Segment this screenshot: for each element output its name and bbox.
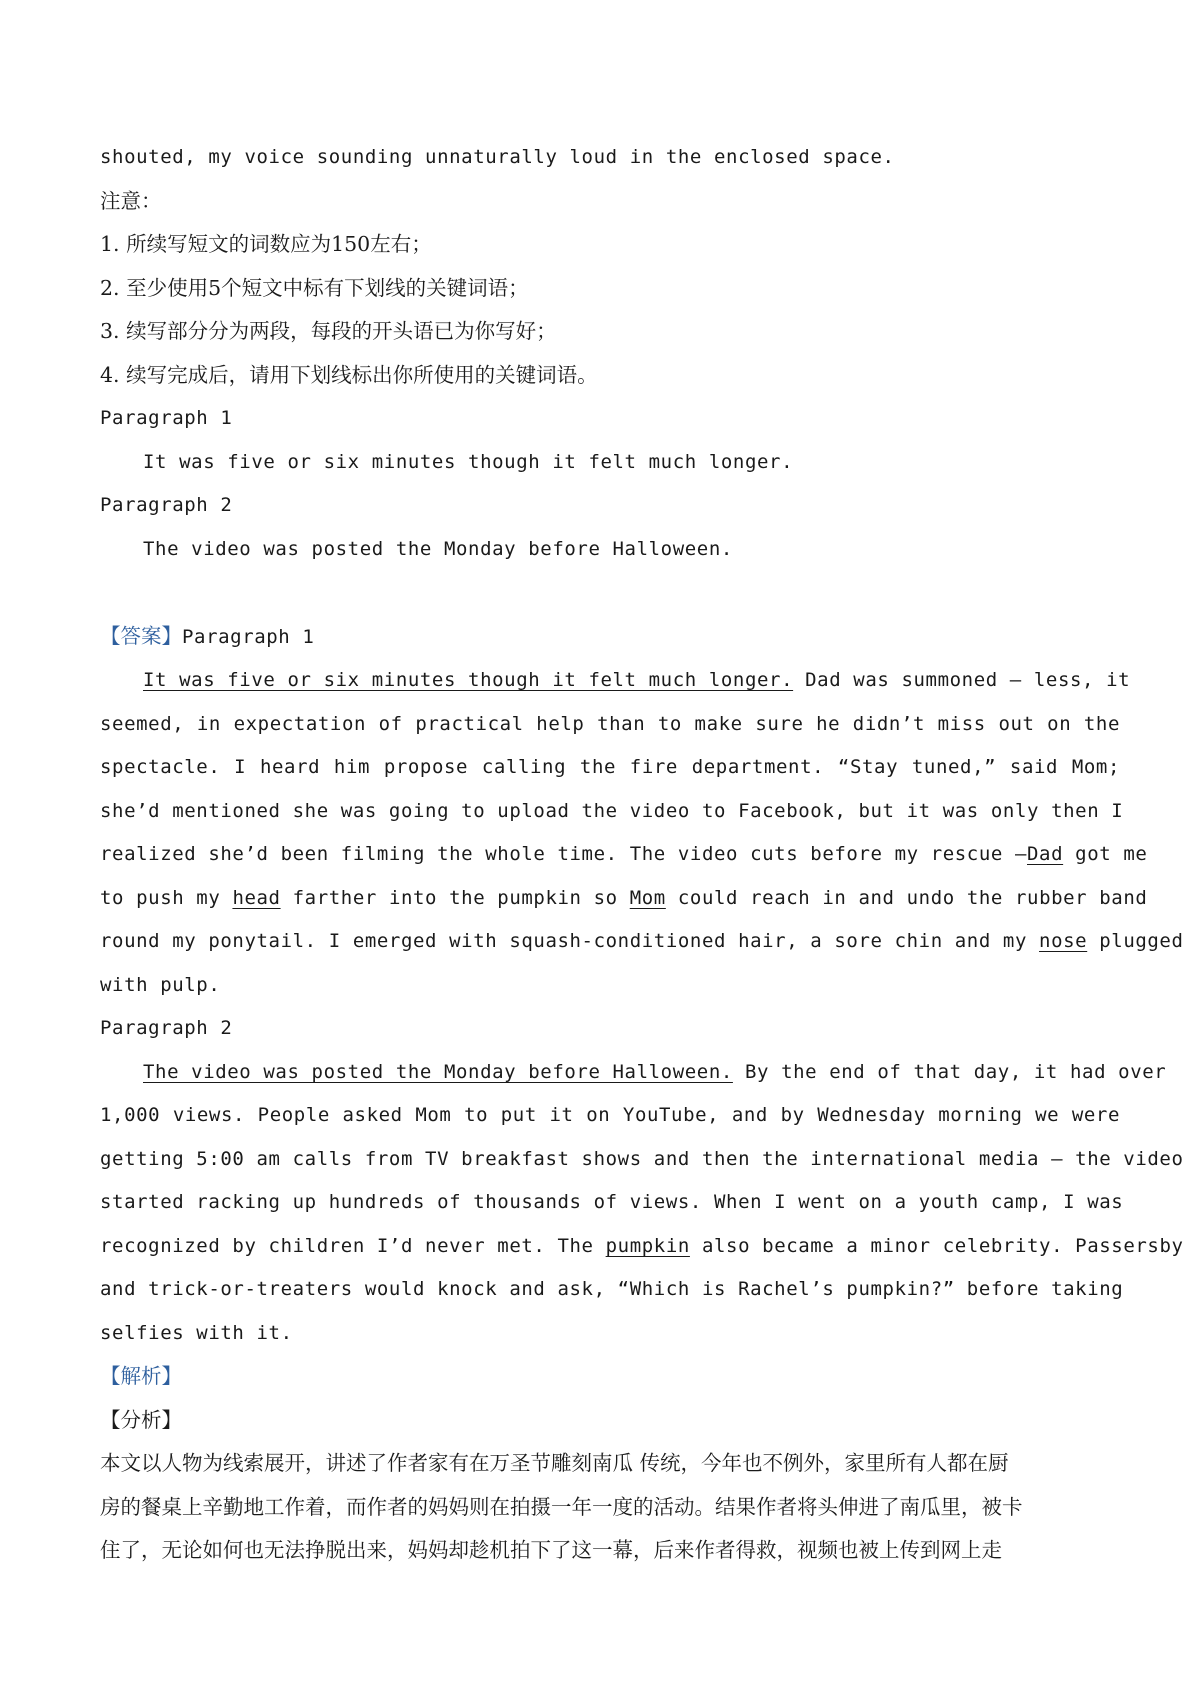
answer-paragraph-2-label: Paragraph 2 xyxy=(100,1017,233,1039)
note-item: 4. 续写完成后，请用下划线标出你所使用的关键词语。 xyxy=(100,362,598,387)
answer-p1-line: with pulp. xyxy=(100,973,221,996)
analysis-line: 房的餐桌上辛勤地工作着，而作者的妈妈则在拍摄一年一度的活动。结果作者将头伸进了南瓜里，被卡 xyxy=(100,1494,1023,1519)
answer-p1-line: spectacle. I heard him propose calling the fire department. “Stay tuned,” said Mom; xyxy=(100,756,1120,778)
underlined-keyword: Mom xyxy=(629,886,666,909)
answer-p2-line: started racking up hundreds of thousands of views. When I went on a youth camp, I was xyxy=(100,1191,1124,1213)
answer-p1-line xyxy=(100,877,1148,921)
text-run: round my ponytail. I emerged with squash-conditioned hair, a sore chin and my xyxy=(100,930,1040,952)
underlined-keyword: pumpkin xyxy=(605,1234,690,1257)
prompt-paragraph-1-label: Paragraph 1 xyxy=(100,407,233,429)
answer-p2-line: getting 5:00 am calls from TV breakfast shows and then the international media – the video xyxy=(100,1147,1184,1170)
text-run: realized she’d been filming the whole time. The video cuts before my rescue — xyxy=(100,843,1027,865)
answer-p2-line xyxy=(100,1225,1184,1269)
analysis-sub-tag: 【分析】 xyxy=(100,1407,182,1432)
text-run: By the end of that day, it had over xyxy=(732,1060,1167,1083)
answer-p1-line xyxy=(100,833,1148,877)
answer-paragraph-2 xyxy=(100,1051,1184,1356)
underlined-opening: The video was posted the Monday before Halloween. xyxy=(143,1060,733,1083)
text-run: got me xyxy=(1063,843,1148,865)
text-run: Dad was summoned – less, it xyxy=(793,669,1131,691)
underlined-opening: It was five or six minutes though it felt much longer. xyxy=(143,669,794,691)
underlined-keyword: Dad xyxy=(1027,843,1064,865)
text-run: also became a minor celebrity. Passersby xyxy=(689,1234,1184,1257)
underlined-keyword: head xyxy=(232,886,281,909)
underlined-keyword: nose xyxy=(1039,930,1088,952)
answer-header xyxy=(100,615,1120,660)
prompt-paragraph-2-label: Paragraph 2 xyxy=(100,494,233,516)
analysis-tag: 【解析】 xyxy=(100,1364,182,1388)
prompt-paragraph-1-start: It was five or six minutes though it felt much longer. xyxy=(143,450,794,473)
note-item: 1. 所续写短文的词数应为150左右； xyxy=(100,232,432,256)
answer-p1-line: she’d mentioned she was going to upload the video to Facebook, but it was only then I xyxy=(100,799,1124,822)
answer-p1-line xyxy=(100,659,1131,703)
answer-tag: 【答案】 xyxy=(100,623,182,648)
answer-p2-line: selfies with it. xyxy=(100,1321,293,1344)
answer-p1-line: seemed, in expectation of practical help than to make sure he didn’t miss out on the xyxy=(100,712,1120,735)
answer-paragraph-1-label: Paragraph 1 xyxy=(182,625,315,648)
analysis-line: 住了，无论如何也无法挣脱出来，妈妈却趁机拍下了这一幕，后来作者得救，视频也被上传到网上走 xyxy=(100,1538,1002,1562)
text-run: to push my xyxy=(100,886,233,909)
page-content xyxy=(100,136,1184,1573)
note-item: 3. 续写部分分为两段，每段的开头语已为你写好； xyxy=(100,319,557,343)
text-run: recognized by children I’d never met. The xyxy=(100,1234,606,1257)
prompt-paragraph-2-start: The video was posted the Monday before Halloween. xyxy=(143,537,733,560)
text-run: could reach in and undo the rubber band xyxy=(665,886,1148,909)
text-run: farther into the pumpkin so xyxy=(280,886,630,909)
spacer xyxy=(100,571,1120,615)
text-run: plugged xyxy=(1087,930,1184,952)
answer-p1-line xyxy=(100,920,1184,964)
answer-p2-line xyxy=(100,1051,1167,1095)
analysis-line: 本文以人物为线索展开，讲述了作者家有在万圣节雕刻南瓜 传统，今年也不例外，家里所有人都在厨 xyxy=(100,1451,1009,1475)
answer-p2-line: 1,000 views. People asked Mom to put it on YouTube, and by Wednesday morning we were xyxy=(100,1104,1120,1126)
prompt-tail-line: shouted, my voice sounding unnaturally loud in the enclosed space. xyxy=(100,146,895,168)
answer-p2-line: and trick-or-treaters would knock and ask, “Which is Rachel’s pumpkin?” before taking xyxy=(100,1278,1124,1300)
note-item: 2. 至少使用5个短文中标有下划线的关键词语； xyxy=(100,275,529,300)
answer-paragraph-1 xyxy=(100,659,1184,1007)
note-label: 注意： xyxy=(100,188,162,213)
